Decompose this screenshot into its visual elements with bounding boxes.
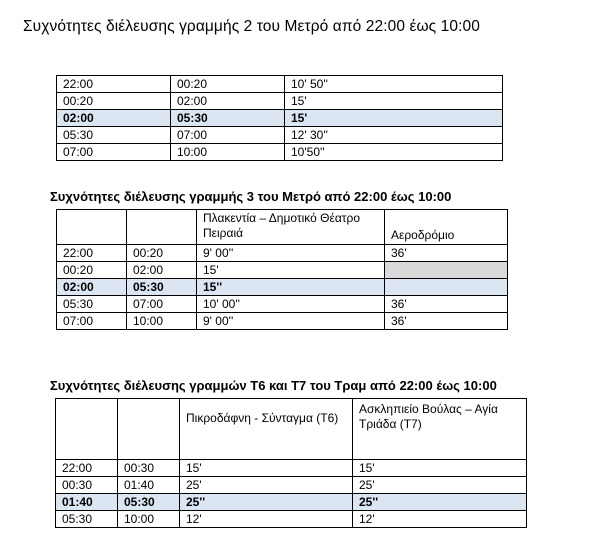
freq-cell: 15' bbox=[285, 110, 503, 127]
table-row bbox=[57, 262, 508, 279]
freq-a-cell: 9' 00'' bbox=[197, 245, 385, 262]
freq-b-cell-empty bbox=[385, 279, 508, 296]
table-row bbox=[57, 93, 503, 110]
to-cell: 10:00 bbox=[127, 313, 197, 330]
from-cell: 05:30 bbox=[57, 296, 127, 313]
tram-table bbox=[55, 398, 527, 528]
freq-t7-cell: 12' bbox=[353, 511, 527, 528]
freq-a-cell: 9' 00'' bbox=[197, 313, 385, 330]
freq-cell: 10'50'' bbox=[285, 144, 503, 161]
to-cell: 10:00 bbox=[171, 144, 285, 161]
line2-title: Συχνότητες διέλευσης γραμμής 2 του Μετρό από 22:00 έως 10:00 bbox=[23, 18, 480, 35]
from-cell: 22:00 bbox=[57, 76, 171, 93]
freq-t7-cell: 25' bbox=[353, 477, 527, 494]
table-row bbox=[57, 245, 508, 262]
to-cell: 01:40 bbox=[118, 477, 180, 494]
freq-b-cell: 36' bbox=[385, 296, 508, 313]
table-row bbox=[57, 127, 503, 144]
table-row-highlighted bbox=[57, 279, 508, 296]
empty-header-cell bbox=[56, 399, 118, 460]
freq-cell: 10' 50'' bbox=[285, 76, 503, 93]
table-header-row bbox=[57, 210, 508, 245]
table-row bbox=[56, 460, 527, 477]
freq-a-cell: 10' 00'' bbox=[197, 296, 385, 313]
from-cell: 02:00 bbox=[57, 110, 171, 127]
header-t7: Ασκληπιείο Βούλας – Αγία Τριάδα (Τ7) bbox=[353, 399, 527, 460]
freq-b-cell: 36' bbox=[385, 313, 508, 330]
from-cell: 00:20 bbox=[57, 93, 171, 110]
header-airport: Αεροδρόμιο bbox=[385, 210, 508, 245]
from-cell: 05:30 bbox=[56, 511, 118, 528]
to-cell: 00:20 bbox=[171, 76, 285, 93]
empty-header-cell bbox=[118, 399, 180, 460]
to-cell: 05:30 bbox=[171, 110, 285, 127]
line3-title: Συχνότητες διέλευσης γραμμής 3 του Μετρό από 22:00 έως 10:00 bbox=[50, 189, 452, 204]
header-t6: Πικροδάφνη - Σύνταγμα (Τ6) bbox=[180, 399, 353, 460]
to-cell: 07:00 bbox=[127, 296, 197, 313]
from-cell: 00:20 bbox=[57, 262, 127, 279]
table-row bbox=[57, 144, 503, 161]
freq-b-cell-empty bbox=[385, 262, 508, 279]
empty-header-cell bbox=[57, 210, 127, 245]
freq-t6-cell: 25' bbox=[180, 477, 353, 494]
table-row-highlighted bbox=[56, 494, 527, 511]
freq-a-cell: 15' bbox=[197, 262, 385, 279]
empty-header-cell bbox=[127, 210, 197, 245]
table-header-row bbox=[56, 399, 527, 460]
table-row-highlighted bbox=[57, 110, 503, 127]
from-cell: 02:00 bbox=[57, 279, 127, 296]
from-cell: 05:30 bbox=[57, 127, 171, 144]
from-cell: 22:00 bbox=[56, 460, 118, 477]
table-row bbox=[57, 313, 508, 330]
table-row bbox=[57, 76, 503, 93]
freq-t6-cell: 12' bbox=[180, 511, 353, 528]
freq-t6-cell: 15' bbox=[180, 460, 353, 477]
freq-cell: 15' bbox=[285, 93, 503, 110]
to-cell: 02:00 bbox=[171, 93, 285, 110]
line3-table bbox=[56, 209, 508, 330]
to-cell: 00:20 bbox=[127, 245, 197, 262]
to-cell: 10:00 bbox=[118, 511, 180, 528]
tram-title: Συχνότητες διέλευσης γραμμών Τ6 και Τ7 του Τραμ από 22:00 έως 10:00 bbox=[50, 378, 497, 393]
from-cell: 07:00 bbox=[57, 313, 127, 330]
to-cell: 07:00 bbox=[171, 127, 285, 144]
freq-a-cell: 15'' bbox=[197, 279, 385, 296]
table-row bbox=[56, 511, 527, 528]
from-cell: 07:00 bbox=[57, 144, 171, 161]
table-row bbox=[57, 296, 508, 313]
table-row bbox=[56, 477, 527, 494]
header-plakentia: Πλακεντία – Δημοτικό Θέατρο Πειραιά bbox=[197, 210, 385, 245]
to-cell: 05:30 bbox=[118, 494, 180, 511]
freq-cell: 12' 30'' bbox=[285, 127, 503, 144]
from-cell: 01:40 bbox=[56, 494, 118, 511]
freq-t6-cell: 25'' bbox=[180, 494, 353, 511]
to-cell: 05:30 bbox=[127, 279, 197, 296]
freq-t7-cell: 25'' bbox=[353, 494, 527, 511]
to-cell: 02:00 bbox=[127, 262, 197, 279]
to-cell: 00:30 bbox=[118, 460, 180, 477]
line2-table bbox=[56, 75, 503, 161]
freq-t7-cell: 15' bbox=[353, 460, 527, 477]
from-cell: 00:30 bbox=[56, 477, 118, 494]
from-cell: 22:00 bbox=[57, 245, 127, 262]
freq-b-cell: 36' bbox=[385, 245, 508, 262]
